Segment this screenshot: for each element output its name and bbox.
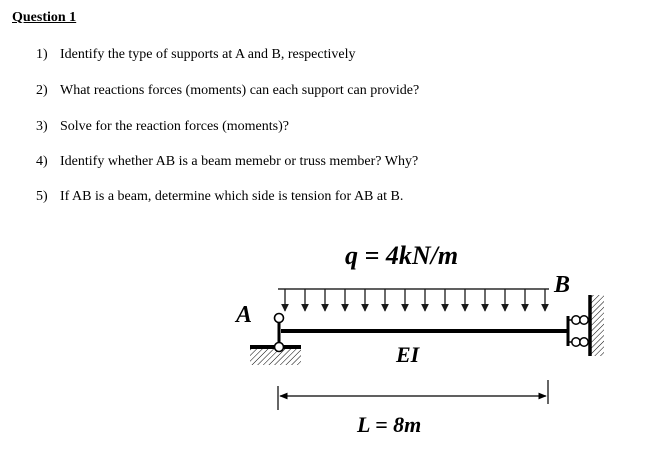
support-b-roller-circle <box>572 338 580 346</box>
point-a-label: A <box>236 302 253 328</box>
support-b-roller-circle <box>572 316 580 324</box>
support-a-pin-circle <box>275 314 284 323</box>
question-title: Question 1 <box>12 10 77 25</box>
support-b-roller-circle <box>580 338 588 346</box>
question-4-number: 4) <box>36 154 48 169</box>
question-4-text: Identify whether AB is a beam memebr or truss member? Why? <box>60 154 419 169</box>
support-b-wall-hatch <box>590 295 604 356</box>
question-3-text: Solve for the reaction forces (moments)? <box>60 119 289 134</box>
question-2-text: What reactions forces (moments) can each support can provide? <box>60 83 420 98</box>
question-1-number: 1) <box>36 47 48 62</box>
support-b-roller <box>568 295 604 356</box>
stiffness-label: EI <box>396 342 420 367</box>
length-label: L = 8m <box>357 412 422 437</box>
question-2-number: 2) <box>36 83 48 98</box>
support-a-base-circle <box>275 343 284 352</box>
question-3-number: 3) <box>36 119 48 134</box>
load-label: q = 4kN/m <box>345 241 459 270</box>
support-b-roller-circle <box>580 316 588 324</box>
point-b-label: B <box>554 272 571 298</box>
length-dimension <box>278 380 548 410</box>
support-a-pin <box>250 314 301 366</box>
question-5-text: If AB is a beam, determine which side is tension for AB at B. <box>60 189 404 204</box>
question-1-text: Identify the type of supports at A and B, respectively <box>60 47 356 62</box>
question-5-number: 5) <box>36 189 48 204</box>
distributed-load-arrows <box>285 289 545 311</box>
